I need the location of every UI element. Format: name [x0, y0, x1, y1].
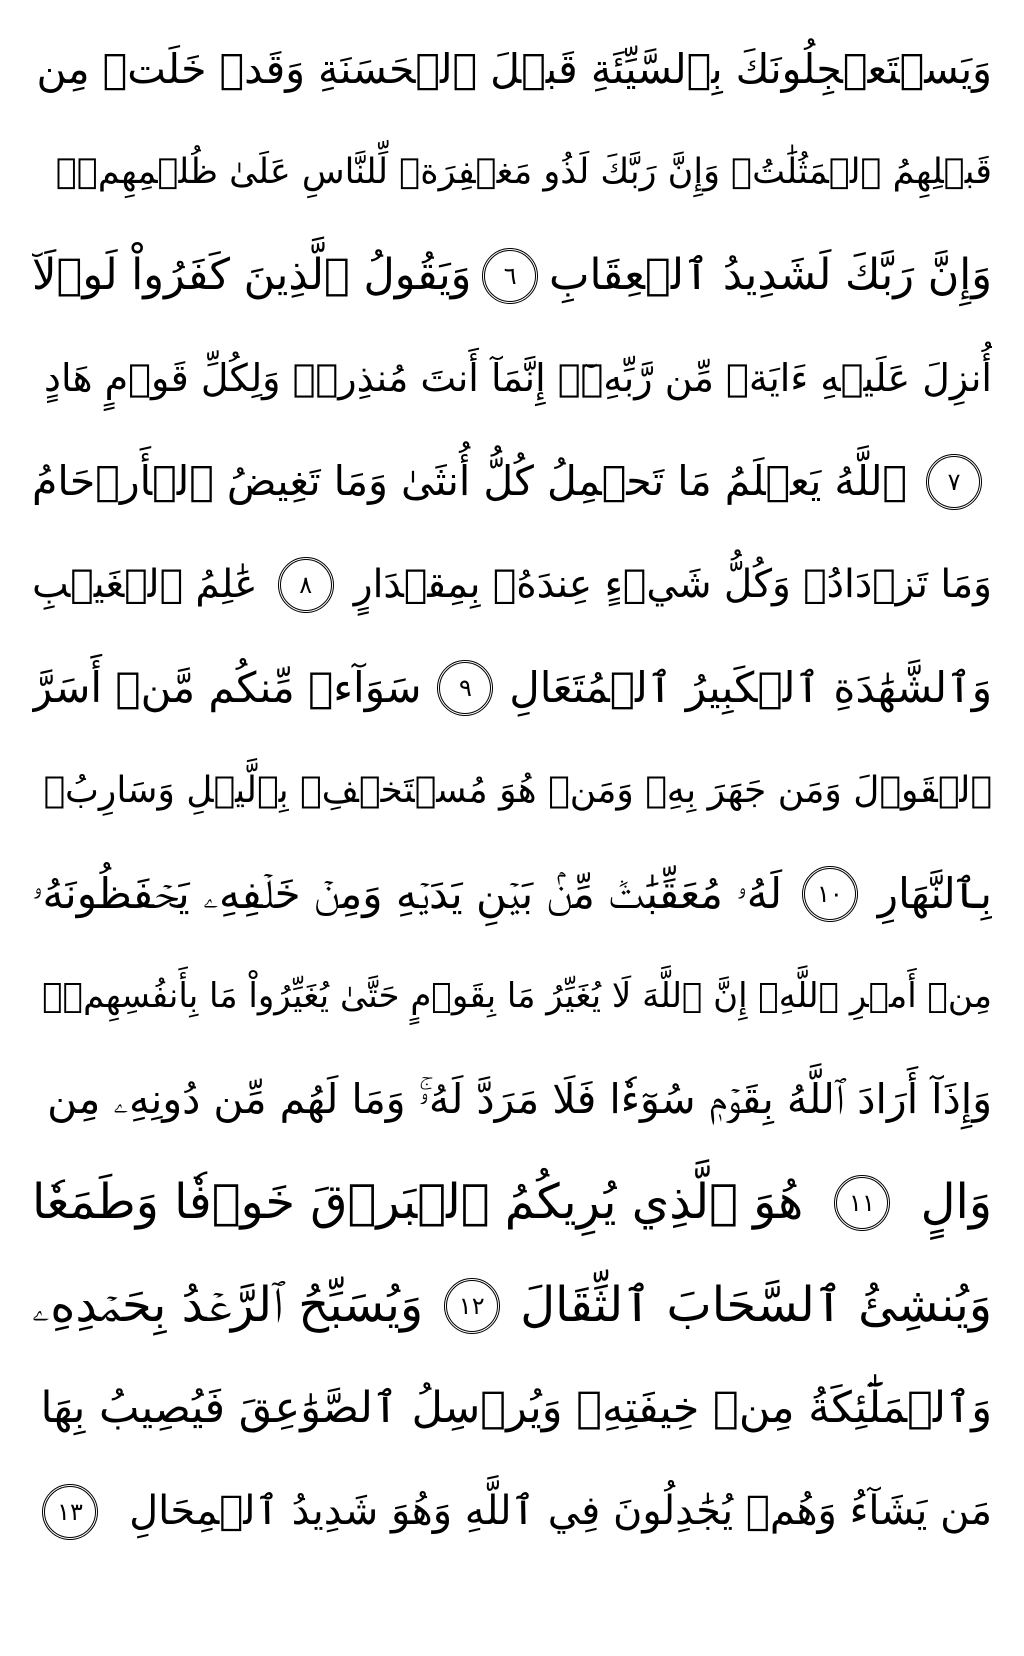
- verse-text-segment: وَيَسۡتَعۡجِلُونَكَ بِٱلسَّيِّئَةِ قَبۡلَ ٱلۡحَسَنَةِ وَقَدۡ خَلَتۡ مِن: [36, 45, 992, 93]
- ayah-number-marker: ٩: [437, 660, 493, 716]
- verse-text-segment: مَن يَشَآءُ وَهُمۡ يُجَٰدِلُونَ فِي ٱللَّهِ وَهُوَ شَدِيدُ ٱلۡمِحَالِ: [129, 1488, 992, 1534]
- text-line: [32, 327, 992, 430]
- verse-text-segment: وَإِنَّ رَبَّكَ لَشَدِيدُ ٱلۡعِقَابِ: [548, 250, 992, 300]
- text-line: [32, 636, 992, 739]
- ayah-number-marker: ١٠: [802, 866, 858, 922]
- verse-text-segment: سَوَآءٞ مِّنكُم مَّنۡ أَسَرَّ: [32, 663, 422, 712]
- text-line: [32, 945, 992, 1048]
- ayah-number-marker: ٨: [278, 557, 334, 613]
- verse-text-segment: هُوَ ٱلَّذِي يُرِيكُمُ ٱلۡبَرۡقَ خَوۡفٗا وَطَمَعٗا: [32, 1174, 804, 1230]
- text-line: [32, 1357, 992, 1460]
- verse-text-segment: مِنۡ أَمۡرِ ٱللَّهِۗ إِنَّ ٱللَّهَ لَا يُغَيِّرُ مَا بِقَوۡمٍ حَتَّىٰ يُغَيِّرُواْ مَا بِأَنفُسِهِمۡۗ: [42, 976, 992, 1016]
- text-line: [32, 430, 992, 533]
- ayah-number-marker: ١٣: [42, 1484, 98, 1540]
- verse-text-segment: وَيُسَبِّحُ ٱلرَّعۡدُ بِحَمۡدِهِۦ: [32, 1277, 424, 1333]
- verse-text-segment: وَالٍ: [920, 1174, 992, 1230]
- text-line: [32, 1254, 992, 1357]
- verse-text-segment: بِٱلنَّهَارِ: [877, 869, 992, 918]
- verse-text-segment: وَيُنشِئُ ٱلسَّحَابَ ٱلثِّقَالَ: [520, 1277, 992, 1333]
- verse-text-segment: وَٱلۡمَلَٰٓئِكَةُ مِنۡ خِيفَتِهِۦ وَيُرۡسِلُ ٱلصَّوَٰعِقَ فَيُصِيبُ بِهَا: [40, 1383, 992, 1433]
- text-line: [32, 842, 992, 945]
- text-line: [32, 533, 992, 636]
- text-line: [32, 1048, 992, 1151]
- text-line: [32, 1151, 992, 1254]
- verse-text-segment: وَمَا تَزۡدَادُۖ وَكُلُّ شَيۡءٍ عِندَهُۥ بِمِقۡدَارٍ: [353, 562, 992, 607]
- text-line: [32, 1460, 992, 1563]
- ayah-number-marker: ٧: [926, 454, 982, 510]
- ayah-number-marker: ١٢: [444, 1278, 500, 1334]
- verse-text-segment: لَهُۥ مُعَقِّبَٰتٞ مِّنۢ بَيۡنِ يَدَيۡهِ وَمِنۡ خَلۡفِهِۦ يَحۡفَظُونَهُۥ: [32, 869, 783, 918]
- text-line: [32, 121, 992, 224]
- ayah-number-marker: ٦: [482, 248, 538, 304]
- verse-text-segment: عَٰلِمُ ٱلۡغَيۡبِ: [32, 562, 258, 607]
- text-line: [32, 18, 992, 121]
- verse-text-segment: قَبۡلِهِمُ ٱلۡمَثُلَٰتُۗ وَإِنَّ رَبَّكَ لَذُو مَغۡفِرَةٖ لِّلنَّاسِ عَلَىٰ ظُلۡمِهِمۡۖ: [55, 152, 992, 192]
- verse-text-segment: ٱلۡقَوۡلَ وَمَن جَهَرَ بِهِۦ وَمَنۡ هُوَ مُسۡتَخۡفِۭ بِٱلَّيۡلِ وَسَارِبُۢ: [43, 770, 992, 811]
- text-line: [32, 224, 992, 327]
- verse-text-segment: وَإِذَآ أَرَادَ ٱللَّهُ بِقَوۡمٖ سُوٓءٗا فَلَا مَرَدَّ لَهُۥۚ وَمَا لَهُم مِّن دُونِهِۦ مِن: [47, 1075, 992, 1123]
- verse-text-segment: ٱللَّهُ يَعۡلَمُ مَا تَحۡمِلُ كُلُّ أُنثَىٰ وَمَا تَغِيضُ ٱلۡأَرۡحَامُ: [32, 457, 908, 505]
- ayah-number-marker: ١١: [834, 1175, 890, 1231]
- verse-text-segment: وَيَقُولُ ٱلَّذِينَ كَفَرُواْ لَوۡلَآ: [32, 250, 472, 300]
- verse-text-segment: وَٱلشَّهَٰدَةِ ٱلۡكَبِيرُ ٱلۡمُتَعَالِ: [509, 663, 992, 712]
- verse-text-segment: أُنزِلَ عَلَيۡهِ ءَايَةٞ مِّن رَّبِّهِۦٓۗ إِنَّمَآ أَنتَ مُنذِرٞۖ وَلِكُلِّ قَوۡمٍ هَادٍ: [44, 356, 992, 400]
- text-line: [32, 739, 992, 842]
